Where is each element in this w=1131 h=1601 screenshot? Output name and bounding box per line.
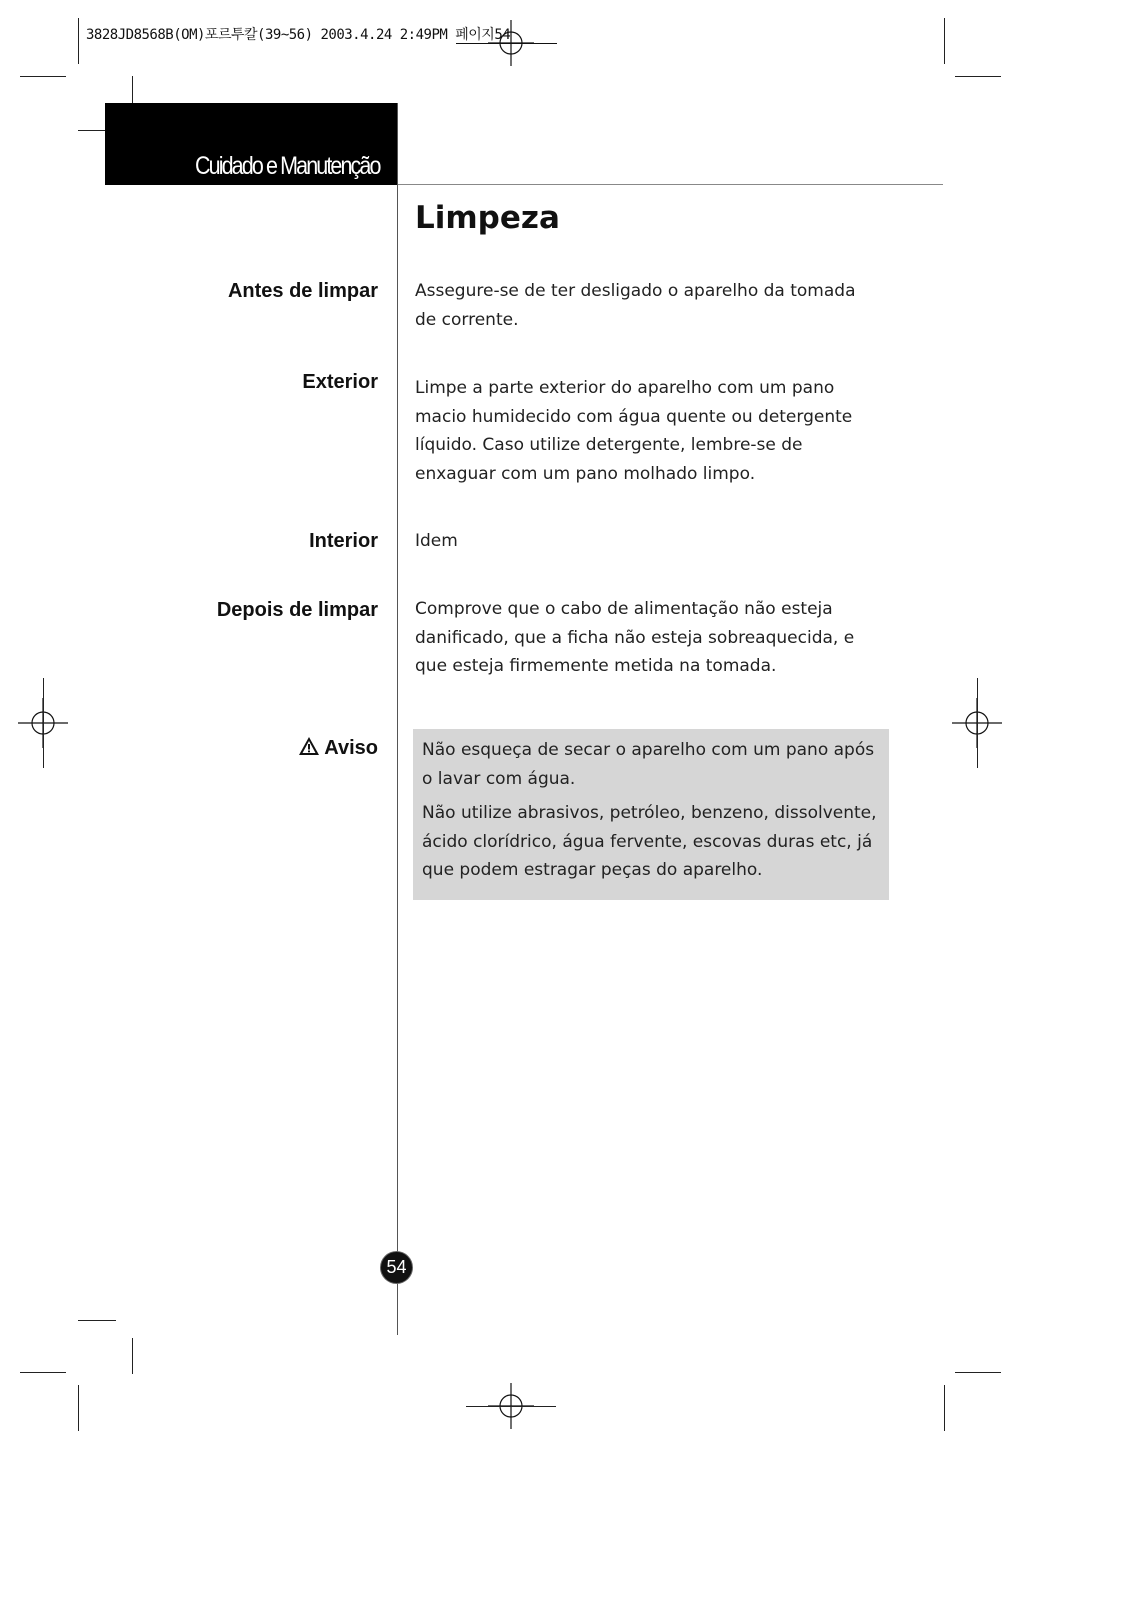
crop-mark [955, 1372, 1001, 1373]
trim-mark [78, 1320, 116, 1321]
label-antes-de-limpar: Antes de limpar [227, 280, 378, 302]
crop-mark [944, 18, 945, 64]
trim-mark [132, 1338, 133, 1374]
label-depois-de-limpar: Depois de limpar [216, 599, 378, 621]
trim-mark [78, 130, 105, 131]
column-divider [397, 103, 398, 1335]
section-title: Cuidado e Manutenção [195, 152, 380, 180]
page-title: Limpeza [415, 200, 560, 236]
text-depois-de-limpar: Comprove que o cabo de alimentação não esteja danificado, que a ficha não esteja sobreaquecida, e que esteja firmemente metida na tomada. [415, 599, 855, 676]
crop-mark [20, 76, 66, 77]
crop-mark [944, 1385, 945, 1431]
text-antes-de-limpar: Assegure-se de ter desligado o aparelho da tomada de corrente. [415, 281, 856, 330]
crop-mark [955, 76, 1001, 77]
trim-mark [132, 76, 133, 104]
header-rule [397, 184, 943, 185]
warning-triangle-icon [298, 736, 320, 756]
section-banner [105, 103, 398, 185]
registration-line [43, 678, 44, 768]
text-exterior: Limpe a parte exterior do aparelho com um pano macio humidecido com água quente ou detergente líquido. Caso utilize detergente, lembre-se de enxaguar com um pano molhado limpo. [415, 378, 853, 484]
crop-mark [20, 1372, 66, 1373]
crop-mark [78, 1385, 79, 1431]
page-number: 54 [381, 1252, 412, 1283]
warning-label: Aviso [324, 737, 378, 759]
registration-line [977, 678, 978, 768]
warning-paragraph: Não esqueça de secar o aparelho com um pano após o lavar com água. [422, 740, 875, 789]
label-interior: Interior [309, 530, 378, 552]
registration-line [466, 1406, 556, 1407]
warning-box [413, 729, 889, 900]
print-slug: 3828JD8568B(OM)포르투칼(39~56) 2003.4.24 2:49PM 페이지54 [86, 27, 511, 43]
crop-mark [78, 18, 79, 64]
warning-label-row [98, 736, 378, 760]
print-slug-underline [456, 43, 557, 44]
text-interior: Idem [415, 531, 458, 551]
warning-paragraph: Não utilize abrasivos, petróleo, benzeno, dissolvente, ácido clorídrico, água fervente, escovas duras etc, já que podem estragar peças do aparelho. [422, 803, 877, 880]
label-exterior: Exterior [302, 371, 378, 393]
